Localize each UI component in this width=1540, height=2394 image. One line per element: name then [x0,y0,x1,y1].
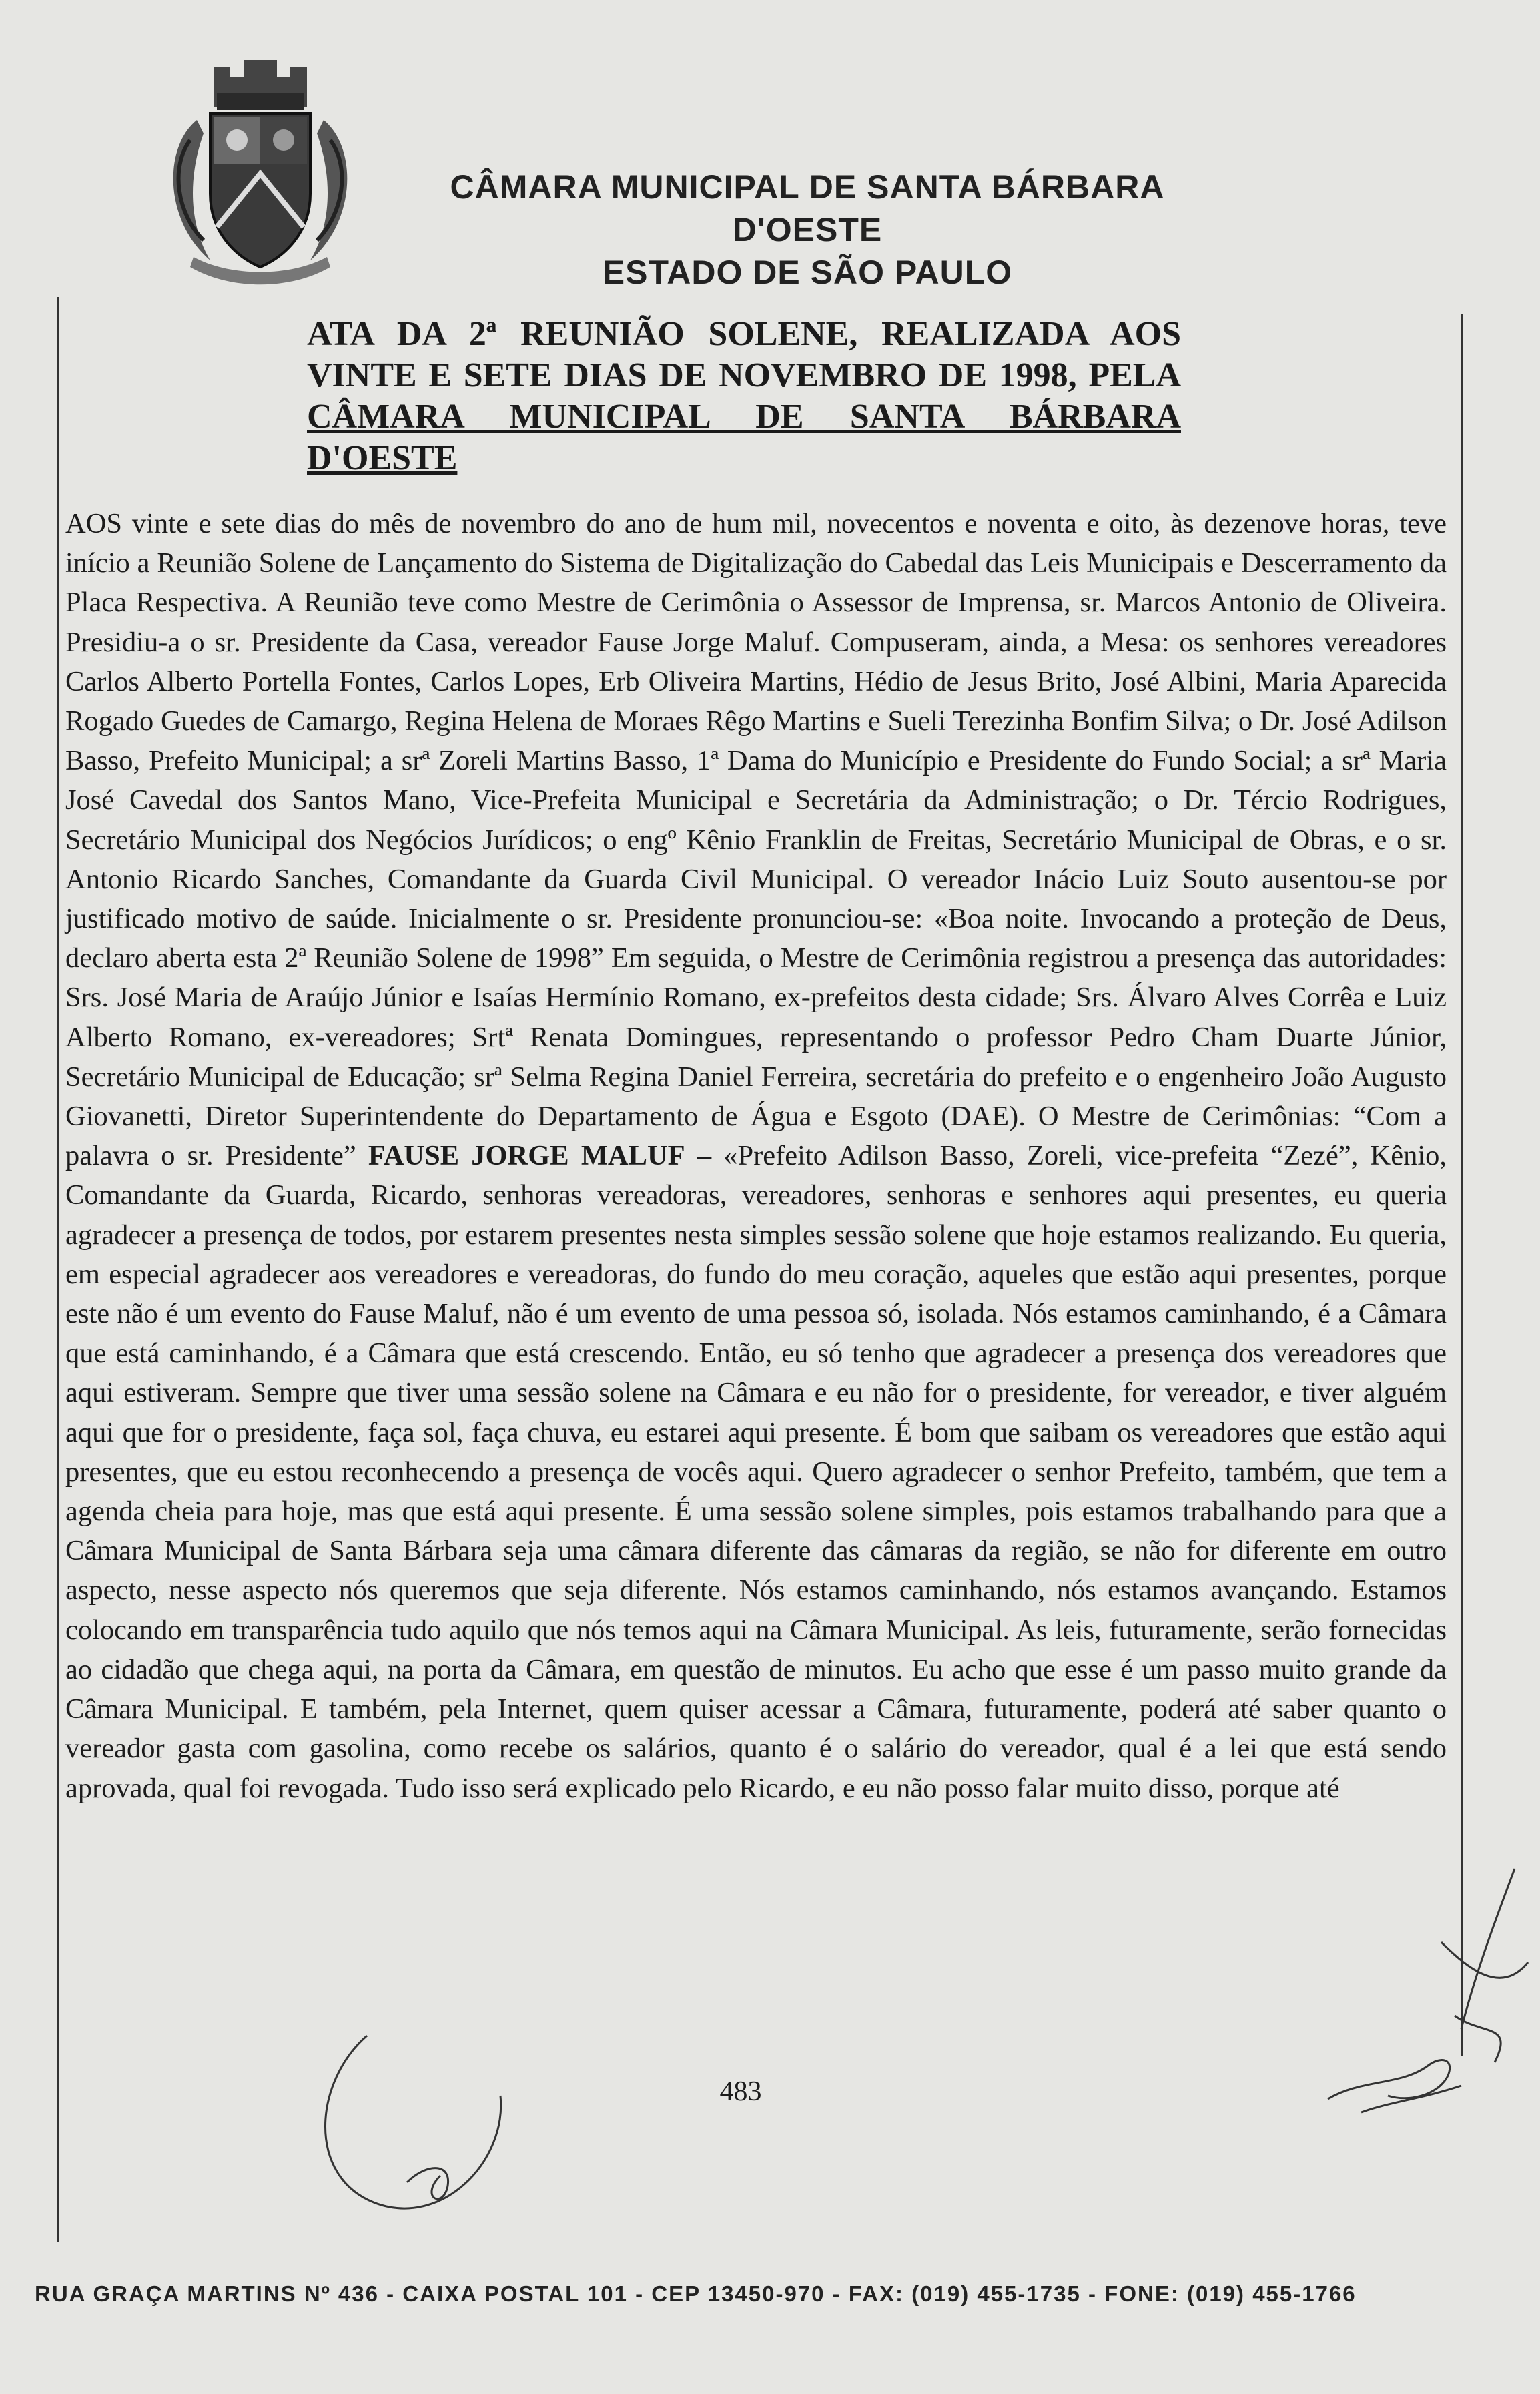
minutes-body [65,504,1447,1808]
page-number: 483 [719,2076,762,2107]
minutes-title [307,314,1181,479]
letterhead-institution: CÂMARA MUNICIPAL DE SANTA BÁRBARA D'OESTE [450,168,1165,248]
body-paragraph-speech: – «Prefeito Adilson Basso, Zoreli, vice-prefeita “Zezé”, Kênio, Comandante da Guarda, Ricardo, senhoras vereadoras, vereadores, senhoras e senhores aqui presentes, eu queria agradecer a presença de todos, por estarem presentes nesta simples sessão solene que hoje estamos realizando. Eu queria, em especial agradecer aos vereadores e vereadoras, do fundo do meu coração, aqueles que estão aqui presentes, porque este não é um evento do Fause Maluf, não é um evento de uma pessoa só, isolada. Nós estamos caminhando, é a Câmara que está caminhando, é a Câmara que está crescendo. Então, eu só tenho que agradecer a presença dos vereadores que aqui estiveram. Sempre que tiver uma sessão solene na Câmara e eu não for o presidente, for vereador, e tiver alguém aqui que for o presidente, faça sol, faça chuva, eu estarei aqui presente. É bom que saibam os vereadores que estão aqui presentes, que eu estou reconhecendo a presença de vocês aqui. Quero agradecer o senhor Prefeito, também, que tem a agenda cheia para hoje, mas que está aqui presente. É uma sessão solene simples, pois estamos trabalhando para que a Câmara Municipal de Santa Bárbara seja uma câmara diferente das câmaras da região, se não for diferente em outro aspecto, nesse aspecto nós queremos que seja diferente. Nós estamos caminhando, nós estamos avançando. Estamos colocando em transparência tudo aquilo que nós temos aqui na Câmara Municipal. As leis, futuramente, serão fornecidas ao cidadão que chega aqui, na porta da Câmara, em questão de minutos. Eu acho que esse é um passo muito grande da Câmara Municipal. E também, pela Internet, quem quiser acessar a Câmara, futuramente, poderá até saber quanto o vereador gasta com gasolina, como recebe os salários, quanto é o salário do vereador, qual é a lei que está sendo aprovada, qual foi revogada. Tudo isso será explicado pelo Ricardo, e eu não posso falar muito disso, porque até [65,1140,1447,1804]
initials-signature-icon [1321,2039,1468,2126]
title-line-2: VINTE E SETE DIAS DE NOVEMBRO DE 1998, PELA [307,356,1181,394]
letterhead-state: ESTADO DE SÃO PAULO [602,254,1013,291]
coat-of-arms-icon [150,27,370,290]
title-line-3: CÂMARA MUNICIPAL DE SANTA BÁRBARA D'OESTE [307,398,1181,477]
footer-address: RUA GRAÇA MARTINS Nº 436 - CAIXA POSTAL 101 - CEP 13450-970 - FAX: (019) 455-1735 - FONE: (019) 455-1766 [35,2281,1357,2306]
title-line-1: ATA DA 2ª REUNIÃO SOLENE, REALIZADA AOS [307,315,1181,353]
right-margin-rule [1461,314,1463,2056]
left-margin-rule [57,297,59,2242]
body-paragraph-intro: AOS vinte e sete dias do mês de novembro do ano de hum mil, novecentos e noventa e oito, às dezenove horas, teve início a Reunião Solene de Lançamento do Sistema de Digitalização do Cabedal das Leis Municipais e Descerramento da Placa Respectiva. A Reunião teve como Mestre de Cerimônia o Assessor de Imprensa, sr. Marcos Antonio de Oliveira. Presidiu-a o sr. Presidente da Casa, vereador Fause Jorge Maluf. Compuseram, ainda, a Mesa: os senhores vereadores Carlos Alberto Portella Fontes, Carlos Lopes, Erb Oliveira Martins, Hédio de Jesus Brito, José Albini, Maria Aparecida Rogado Guedes de Camargo, Regina Helena de Moraes Rêgo Martins e Sueli Terezinha Bonfim Silva; o Dr. José Adilson Basso, Prefeito Municipal; a srª Zoreli Martins Basso, 1ª Dama do Município e Presidente do Fundo Social; a srª Maria José Cavedal dos Santos Mano, Vice-Prefeita Municipal e Secretária da Administração; o Dr. Tércio Rodrigues, Secretário Municipal dos Negócios Jurídicos; o engº Kênio Franklin de Freitas, Secretário Municipal de Obras, e o sr. Antonio Ricardo Sanches, Comandante da Guarda Civil Municipal. O vereador Inácio Luiz Souto ausentou-se por justificado motivo de saúde. Inicialmente o sr. Presidente pronunciou-se: «Boa noite. Invocando a proteção de Deus, declaro aberta esta 2ª Reunião Solene de 1998” Em seguida, o Mestre de Cerimônia registrou a presença das autoridades: Srs. José Maria de Araújo Júnior e Isaías Hermínio Romano, ex-prefeitos desta cidade; Srs. Álvaro Alves Corrêa e Luiz Alberto Romano, ex-vereadores; Srtª Renata Domingues, representando o professor Pedro Cham Duarte Júnior, Secretário Municipal de Educação; srª Selma Regina Daniel Ferreira, secretária do prefeito e o engenheiro João Augusto Giovanetti, Diretor Superintendente do Departamento de Água e Esgoto (DAE). O Mestre de Cerimônias: “Com a palavra o sr. Presidente” [65,508,1447,1172]
speaker-name: FAUSE JORGE MALUF [368,1140,685,1172]
letterhead [374,166,1241,294]
bottom-signature-icon [287,2029,567,2249]
